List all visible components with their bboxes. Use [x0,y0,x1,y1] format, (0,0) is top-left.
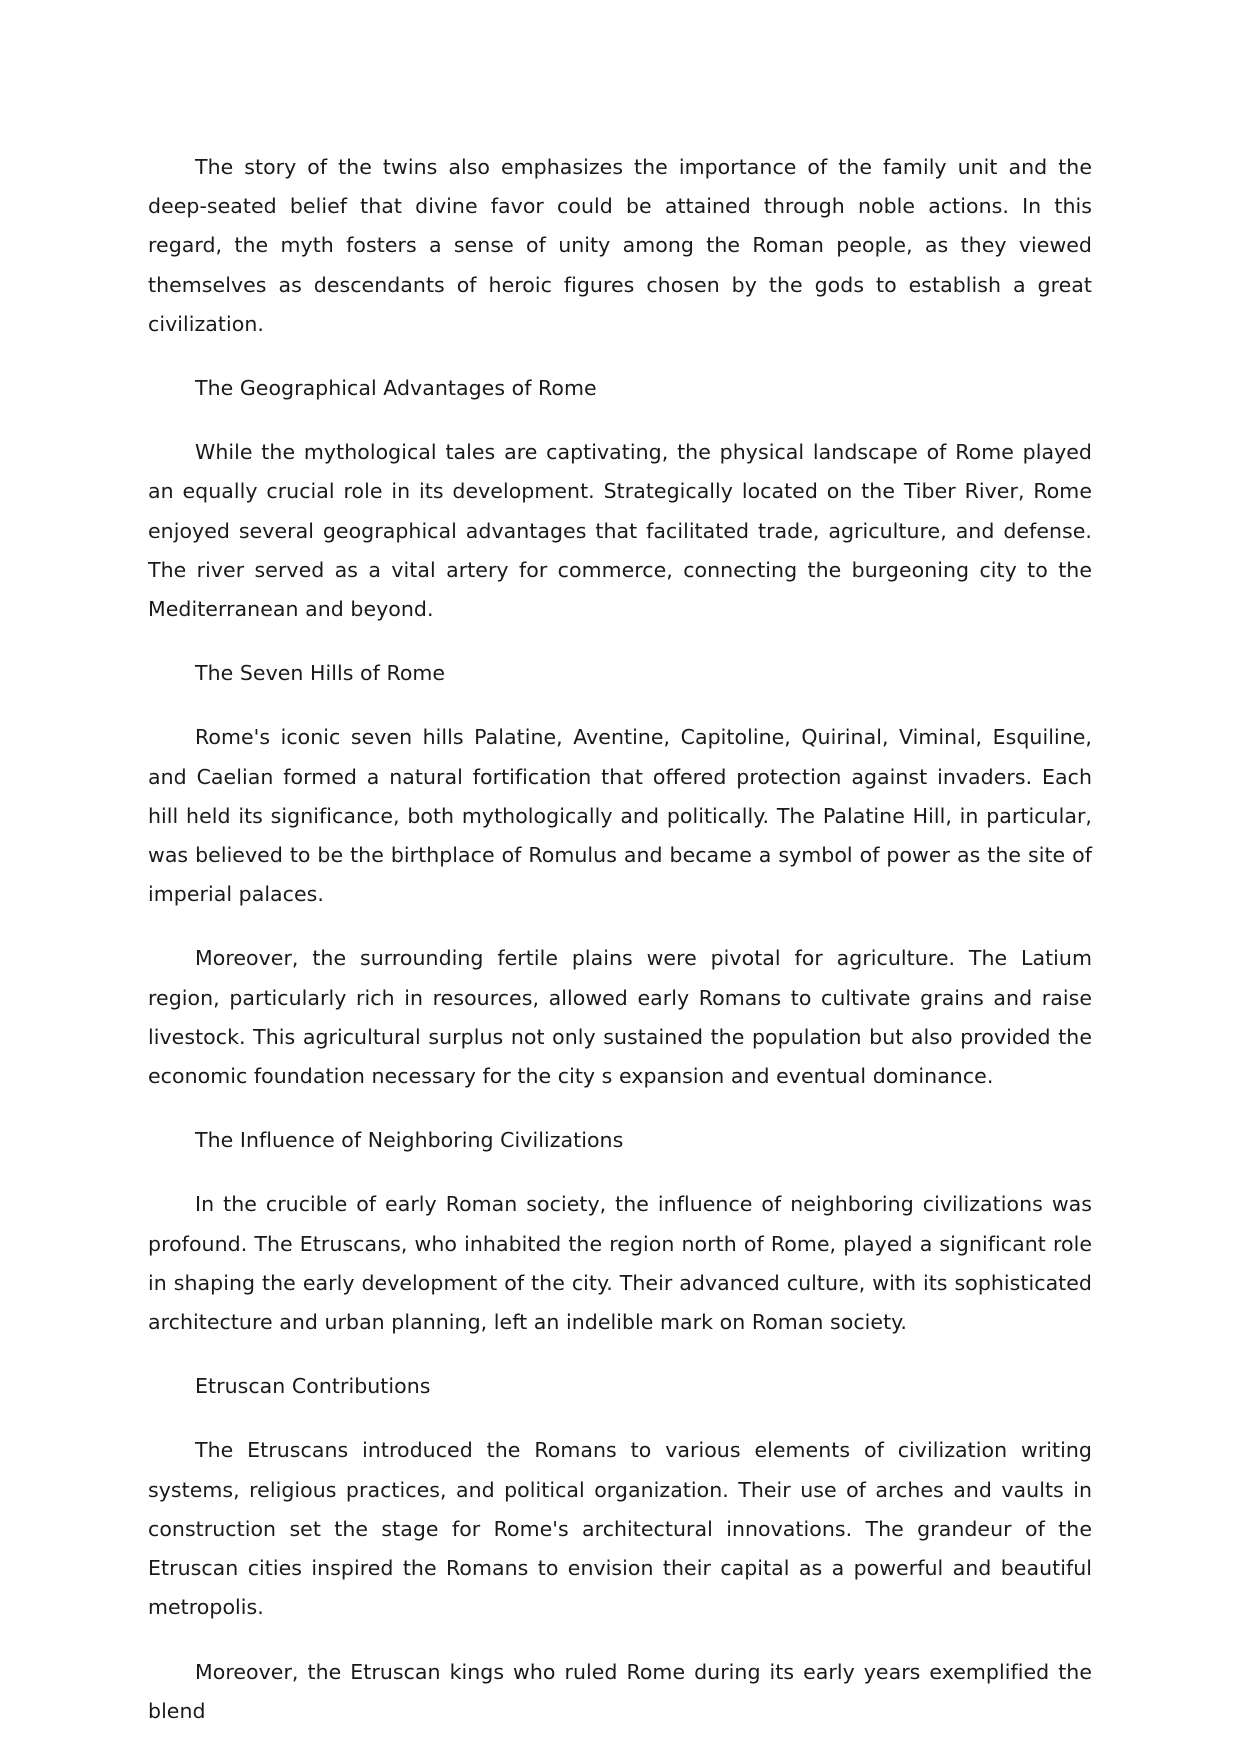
paragraph-physical-landscape: While the mythological tales are captivating, the physical landscape of Rome played an equally crucial role in its development. Strategically located on the Tiber River, Rome enjoyed several geographical advantages that facilitated trade, agriculture, and defense. The river served as a vital artery for commerce, connecting the burgeoning city to the Mediterranean and beyond. [148,440,1092,622]
heading-etruscan-contributions: Etruscan Contributions [195,1374,431,1399]
paragraph-etruscan-elements: The Etruscans introduced the Romans to various elements of civilization writing systems, religious practices, and political organization. Their use of arches and vaults in construction set the stage for Rome's architectural innovations. The grandeur of the Etruscan cities inspired the Romans to envision their capital as a powerful and beautiful metropolis. [148,1438,1092,1620]
paragraph-twins-story: The story of the twins also emphasizes the importance of the family unit and the deep-seated belief that divine favor could be attained through noble actions. In this regard, the myth fosters a sense of unity among the Roman people, as they viewed themselves as descendants of heroic figures chosen by the gods to establish a great civilization. [148,155,1092,336]
paragraph-etruscan-kings: Moreover, the Etruscan kings who ruled Rome during its early years exemplified the blend [148,1659,1092,1723]
paragraph-fertile-plains: Moreover, the surrounding fertile plains were pivotal for agriculture. The Latium region, particularly rich in resources, allowed early Romans to cultivate grains and raise livestock. This agricultural surplus not only sustained the population but also provided the economic foundation necessary for the city s expansion and eventual dominance. [148,946,1092,1089]
heading-seven-hills: The Seven Hills of Rome [195,661,446,686]
document-body [148,148,1092,1731]
heading-neighboring-civilizations: The Influence of Neighboring Civilizations [195,1128,624,1153]
paragraph-etruscan-influence: In the crucible of early Roman society, the influence of neighboring civilizations was profound. The Etruscans, who inhabited the region north of Rome, played a significant role in shaping the early development of the city. Their advanced culture, with its sophisticated architecture and urban planning, left an indelible mark on Roman society. [148,1192,1092,1335]
heading-geographical-advantages: The Geographical Advantages of Rome [195,376,597,401]
paragraph-seven-hills: Rome's iconic seven hills Palatine, Aventine, Capitoline, Quirinal, Viminal, Esquiline, and Caelian formed a natural fortification that offered protection against invaders. Each hill held its significance, both mythologically and politically. The Palatine Hill, in particular, was believed to be the birthplace of Romulus and became a symbol of power as the site of imperial palaces. [148,725,1092,907]
